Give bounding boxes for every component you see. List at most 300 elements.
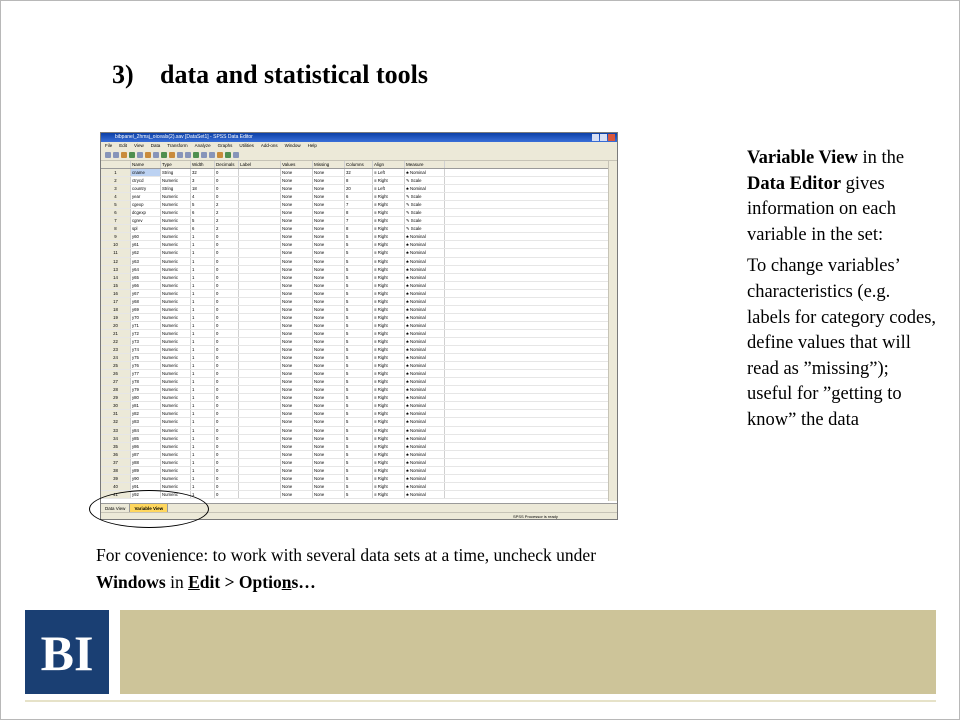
table-cell[interactable]: ♣ Nominal [405,241,445,248]
table-cell[interactable] [239,410,281,417]
table-cell[interactable]: y89 [131,467,161,474]
menu-view[interactable]: View [134,143,144,148]
column-header[interactable]: Decimals [215,161,239,168]
row-number[interactable]: 24 [101,354,131,361]
table-cell[interactable]: None [281,177,313,184]
table-cell[interactable]: ♣ Nominal [405,435,445,442]
table-cell[interactable] [239,193,281,200]
table-cell[interactable]: y68 [131,298,161,305]
table-cell[interactable]: None [281,443,313,450]
table-cell[interactable]: y88 [131,459,161,466]
table-cell[interactable]: None [281,266,313,273]
table-cell[interactable]: ≡ Right [373,322,405,329]
table-cell[interactable]: None [313,378,345,385]
table-cell[interactable]: None [313,451,345,458]
table-cell[interactable]: 0 [215,410,239,417]
row-number[interactable]: 30 [101,402,131,409]
row-number[interactable]: 4 [101,193,131,200]
table-cell[interactable]: Numeric [161,443,191,450]
row-number[interactable]: 23 [101,346,131,353]
table-cell[interactable]: ♣ Nominal [405,427,445,434]
table-cell[interactable]: None [313,314,345,321]
goto-case-icon[interactable] [153,152,159,158]
column-header[interactable]: Values [281,161,313,168]
table-cell[interactable]: 1 [191,249,215,256]
table-cell[interactable]: 5 [345,233,373,240]
table-cell[interactable]: 5 [345,330,373,337]
table-cell[interactable]: 5 [345,338,373,345]
table-cell[interactable]: ✎ Scale [405,201,445,208]
table-cell[interactable]: ♣ Nominal [405,249,445,256]
table-cell[interactable]: 1 [191,322,215,329]
row-number[interactable]: 17 [101,298,131,305]
table-cell[interactable]: None [313,241,345,248]
row-number[interactable]: 28 [101,386,131,393]
table-cell[interactable]: None [281,354,313,361]
table-cell[interactable] [239,483,281,490]
menu-addons[interactable]: Add-ons [260,143,278,148]
table-cell[interactable]: String [161,169,191,176]
table-cell[interactable]: Numeric [161,362,191,369]
table-cell[interactable]: ♣ Nominal [405,370,445,377]
table-cell[interactable]: None [281,233,313,240]
row-number[interactable]: 26 [101,370,131,377]
table-cell[interactable]: 5 [345,410,373,417]
table-cell[interactable]: Numeric [161,378,191,385]
table-cell[interactable]: ctrycd [131,177,161,184]
table-cell[interactable]: Numeric [161,241,191,248]
table-cell[interactable]: Numeric [161,330,191,337]
column-header[interactable]: Width [191,161,215,168]
table-cell[interactable]: 1 [191,418,215,425]
row-number[interactable]: 1 [101,169,131,176]
table-cell[interactable]: ♣ Nominal [405,282,445,289]
table-cell[interactable]: 5 [191,201,215,208]
table-cell[interactable] [239,451,281,458]
table-cell[interactable]: Numeric [161,435,191,442]
table-cell[interactable]: None [313,370,345,377]
table-cell[interactable]: 2 [215,209,239,216]
table-cell[interactable]: 6 [191,209,215,216]
table-cell[interactable]: 3 [191,177,215,184]
table-cell[interactable]: Numeric [161,233,191,240]
table-cell[interactable]: Numeric [161,201,191,208]
table-cell[interactable]: 0 [215,298,239,305]
table-cell[interactable] [239,201,281,208]
table-cell[interactable]: ≡ Left [373,169,405,176]
table-cell[interactable]: y72 [131,330,161,337]
row-number[interactable]: 29 [101,394,131,401]
table-cell[interactable]: ≡ Right [373,258,405,265]
table-cell[interactable]: Numeric [161,322,191,329]
table-cell[interactable]: ♣ Nominal [405,169,445,176]
table-cell[interactable]: ≡ Right [373,402,405,409]
table-cell[interactable]: 4 [191,193,215,200]
table-cell[interactable]: Numeric [161,274,191,281]
table-cell[interactable]: ≡ Right [373,290,405,297]
row-number[interactable]: 2 [101,177,131,184]
table-cell[interactable]: None [281,201,313,208]
table-cell[interactable] [239,402,281,409]
open-icon[interactable] [105,152,111,158]
table-cell[interactable] [239,290,281,297]
table-cell[interactable]: None [281,330,313,337]
table-cell[interactable]: None [313,491,345,498]
table-cell[interactable]: None [313,217,345,224]
table-cell[interactable]: y80 [131,394,161,401]
table-cell[interactable]: 5 [345,314,373,321]
table-cell[interactable]: 0 [215,346,239,353]
table-cell[interactable]: 0 [215,467,239,474]
table-cell[interactable]: 0 [215,322,239,329]
table-cell[interactable]: Numeric [161,314,191,321]
table-cell[interactable]: ≡ Right [373,338,405,345]
column-header[interactable] [101,161,131,168]
table-cell[interactable]: year [131,193,161,200]
table-cell[interactable]: None [313,193,345,200]
table-cell[interactable]: 8 [345,209,373,216]
table-cell[interactable] [239,475,281,482]
row-number[interactable]: 34 [101,435,131,442]
table-cell[interactable]: None [313,338,345,345]
table-cell[interactable]: ≡ Right [373,209,405,216]
table-cell[interactable]: None [313,443,345,450]
column-header[interactable]: Align [373,161,405,168]
table-cell[interactable]: ♣ Nominal [405,354,445,361]
table-cell[interactable] [239,322,281,329]
table-cell[interactable]: ♣ Nominal [405,185,445,192]
menu-help[interactable]: Help [307,143,317,148]
table-cell[interactable]: 32 [191,169,215,176]
table-cell[interactable]: y87 [131,451,161,458]
table-cell[interactable]: None [281,378,313,385]
table-cell[interactable]: 1 [191,402,215,409]
table-cell[interactable]: 1 [191,435,215,442]
table-cell[interactable]: 5 [345,241,373,248]
table-cell[interactable]: 1 [191,346,215,353]
column-header[interactable]: Columns [345,161,373,168]
table-cell[interactable]: y83 [131,418,161,425]
table-cell[interactable]: None [313,427,345,434]
value-labels-icon[interactable] [217,152,223,158]
table-cell[interactable]: None [313,185,345,192]
table-cell[interactable]: ♣ Nominal [405,491,445,498]
table-cell[interactable]: ♣ Nominal [405,330,445,337]
table-cell[interactable] [239,177,281,184]
table-cell[interactable]: y62 [131,249,161,256]
table-cell[interactable]: 5 [345,346,373,353]
row-number[interactable]: 13 [101,266,131,273]
table-cell[interactable]: 0 [215,491,239,498]
table-cell[interactable]: None [281,185,313,192]
table-cell[interactable]: 8 [345,177,373,184]
row-number[interactable]: 7 [101,217,131,224]
row-number[interactable]: 6 [101,209,131,216]
table-cell[interactable]: None [313,410,345,417]
row-number[interactable]: 37 [101,459,131,466]
row-number[interactable]: 16 [101,290,131,297]
table-cell[interactable]: None [281,386,313,393]
table-cell[interactable]: cgrev [131,217,161,224]
table-cell[interactable]: ≡ Right [373,362,405,369]
table-cell[interactable]: 1 [191,459,215,466]
table-cell[interactable]: None [281,362,313,369]
table-cell[interactable]: Numeric [161,483,191,490]
minimize-button[interactable] [592,134,599,141]
table-cell[interactable] [239,386,281,393]
table-cell[interactable]: ≡ Right [373,193,405,200]
table-cell[interactable]: 7 [345,201,373,208]
table-cell[interactable]: cname [131,169,161,176]
table-cell[interactable]: ≡ Right [373,483,405,490]
table-cell[interactable] [239,298,281,305]
menu-data[interactable]: Data [150,143,161,148]
table-cell[interactable]: 1 [191,394,215,401]
table-cell[interactable]: None [313,177,345,184]
table-cell[interactable]: Numeric [161,290,191,297]
row-number[interactable]: 11 [101,249,131,256]
table-cell[interactable]: None [281,370,313,377]
table-cell[interactable]: None [313,225,345,232]
table-cell[interactable]: 8 [345,225,373,232]
row-number[interactable]: 38 [101,467,131,474]
menu-graphs[interactable]: Graphs [217,143,233,148]
table-cell[interactable]: ♣ Nominal [405,266,445,273]
table-cell[interactable]: 1 [191,338,215,345]
table-cell[interactable]: 1 [191,290,215,297]
table-cell[interactable]: None [281,306,313,313]
table-cell[interactable]: ♣ Nominal [405,362,445,369]
table-cell[interactable] [239,274,281,281]
table-cell[interactable]: None [281,402,313,409]
table-cell[interactable]: y74 [131,346,161,353]
table-cell[interactable]: 0 [215,330,239,337]
table-cell[interactable]: None [313,354,345,361]
table-cell[interactable]: 0 [215,378,239,385]
table-cell[interactable]: None [281,491,313,498]
table-cell[interactable]: 5 [345,298,373,305]
table-cell[interactable]: y66 [131,282,161,289]
table-cell[interactable]: Numeric [161,258,191,265]
table-cell[interactable]: 5 [191,217,215,224]
row-number[interactable]: 32 [101,418,131,425]
save-icon[interactable] [113,152,119,158]
table-cell[interactable]: 1 [191,491,215,498]
table-cell[interactable]: 5 [345,354,373,361]
table-cell[interactable]: ≡ Right [373,282,405,289]
table-cell[interactable]: ≡ Right [373,217,405,224]
table-cell[interactable]: None [313,386,345,393]
table-cell[interactable]: Numeric [161,225,191,232]
table-cell[interactable]: Numeric [161,298,191,305]
row-number[interactable]: 21 [101,330,131,337]
table-cell[interactable]: None [313,274,345,281]
table-cell[interactable]: None [313,290,345,297]
table-cell[interactable]: None [313,201,345,208]
table-cell[interactable]: 0 [215,249,239,256]
table-cell[interactable]: Numeric [161,418,191,425]
table-cell[interactable]: None [281,225,313,232]
table-cell[interactable]: ✎ Scale [405,209,445,216]
table-cell[interactable]: Numeric [161,354,191,361]
column-header[interactable]: Name [131,161,161,168]
table-cell[interactable]: 5 [345,483,373,490]
table-cell[interactable]: 1 [191,362,215,369]
row-number[interactable]: 9 [101,233,131,240]
table-cell[interactable] [239,443,281,450]
tab-variable-view[interactable]: Variable View [130,504,168,513]
close-button[interactable] [608,134,615,141]
table-cell[interactable]: 1 [191,410,215,417]
table-cell[interactable]: None [313,258,345,265]
table-cell[interactable]: 6 [345,193,373,200]
table-cell[interactable]: 5 [345,491,373,498]
table-cell[interactable] [239,346,281,353]
tab-data-view[interactable]: Data View [101,504,130,513]
table-cell[interactable]: 5 [345,435,373,442]
table-cell[interactable] [239,435,281,442]
table-cell[interactable]: None [313,346,345,353]
table-cell[interactable] [239,314,281,321]
table-cell[interactable]: ≡ Right [373,346,405,353]
table-cell[interactable] [239,306,281,313]
table-cell[interactable]: None [281,217,313,224]
table-cell[interactable]: ✎ Scale [405,217,445,224]
table-cell[interactable] [239,330,281,337]
table-cell[interactable]: 1 [191,233,215,240]
table-cell[interactable]: 5 [345,427,373,434]
table-cell[interactable] [239,370,281,377]
table-cell[interactable]: 6 [191,225,215,232]
table-cell[interactable]: ♣ Nominal [405,418,445,425]
table-cell[interactable]: ≡ Right [373,418,405,425]
table-cell[interactable]: 0 [215,290,239,297]
table-cell[interactable]: ♣ Nominal [405,322,445,329]
table-cell[interactable]: 5 [345,282,373,289]
table-cell[interactable]: 5 [345,322,373,329]
table-cell[interactable]: None [313,467,345,474]
table-cell[interactable]: Numeric [161,217,191,224]
table-cell[interactable]: y63 [131,258,161,265]
table-cell[interactable]: None [313,209,345,216]
table-cell[interactable]: Numeric [161,282,191,289]
table-cell[interactable]: 0 [215,483,239,490]
table-cell[interactable]: 20 [345,185,373,192]
menu-transform[interactable]: Transform [167,143,188,148]
table-cell[interactable]: 1 [191,266,215,273]
table-cell[interactable]: 0 [215,169,239,176]
table-cell[interactable]: String [161,185,191,192]
table-cell[interactable] [239,169,281,176]
table-cell[interactable] [239,225,281,232]
variables-icon[interactable] [161,152,167,158]
table-cell[interactable]: 5 [345,418,373,425]
table-cell[interactable]: ≡ Right [373,370,405,377]
table-cell[interactable]: y65 [131,274,161,281]
row-number[interactable]: 5 [101,201,131,208]
table-cell[interactable]: None [313,435,345,442]
table-cell[interactable]: 0 [215,185,239,192]
redo-icon[interactable] [145,152,151,158]
table-cell[interactable]: 2 [215,201,239,208]
table-cell[interactable]: 5 [345,362,373,369]
table-cell[interactable]: ≡ Right [373,241,405,248]
table-cell[interactable]: None [281,427,313,434]
table-cell[interactable] [239,282,281,289]
table-cell[interactable]: ≡ Right [373,314,405,321]
table-cell[interactable]: 1 [191,306,215,313]
table-cell[interactable]: None [281,249,313,256]
table-cell[interactable]: ≡ Right [373,177,405,184]
table-cell[interactable]: 0 [215,354,239,361]
table-cell[interactable]: ≡ Right [373,274,405,281]
table-cell[interactable]: y79 [131,386,161,393]
table-cell[interactable]: ≡ Right [373,459,405,466]
table-cell[interactable]: 1 [191,314,215,321]
table-cell[interactable]: 5 [345,475,373,482]
table-cell[interactable]: ♣ Nominal [405,378,445,385]
table-cell[interactable]: y73 [131,338,161,345]
table-cell[interactable]: y81 [131,402,161,409]
table-cell[interactable]: ♣ Nominal [405,443,445,450]
row-number[interactable]: 39 [101,475,131,482]
row-number[interactable]: 27 [101,378,131,385]
table-cell[interactable]: ≡ Right [373,225,405,232]
table-cell[interactable]: Numeric [161,266,191,273]
row-number[interactable]: 15 [101,282,131,289]
table-cell[interactable]: None [281,475,313,482]
table-cell[interactable]: ≡ Right [373,354,405,361]
table-cell[interactable]: ≡ Right [373,451,405,458]
table-cell[interactable]: country [131,185,161,192]
table-cell[interactable]: 5 [345,249,373,256]
vertical-scrollbar[interactable] [608,161,617,501]
menu-file[interactable]: File [105,143,113,148]
table-cell[interactable]: None [313,249,345,256]
table-cell[interactable]: 0 [215,177,239,184]
table-cell[interactable]: 1 [191,241,215,248]
table-cell[interactable]: dcgexp [131,209,161,216]
table-cell[interactable]: cgexp [131,201,161,208]
row-number[interactable]: 31 [101,410,131,417]
table-cell[interactable]: ♣ Nominal [405,467,445,474]
table-cell[interactable]: Numeric [161,410,191,417]
use-sets-icon[interactable] [225,152,231,158]
table-cell[interactable]: 0 [215,402,239,409]
table-cell[interactable]: ≡ Right [373,443,405,450]
table-cell[interactable]: ♣ Nominal [405,274,445,281]
table-cell[interactable]: None [281,435,313,442]
print-icon[interactable] [121,152,127,158]
table-cell[interactable]: None [281,241,313,248]
table-cell[interactable]: 1 [191,274,215,281]
table-cell[interactable]: None [281,298,313,305]
table-cell[interactable]: Numeric [161,451,191,458]
table-cell[interactable]: ✎ Scale [405,177,445,184]
row-number[interactable]: 8 [101,225,131,232]
table-cell[interactable]: 0 [215,459,239,466]
table-cell[interactable]: None [281,410,313,417]
table-cell[interactable]: Numeric [161,467,191,474]
table-cell[interactable]: y64 [131,266,161,273]
table-cell[interactable]: 5 [345,402,373,409]
table-cell[interactable]: Numeric [161,475,191,482]
menu-edit[interactable]: Edit [119,143,128,148]
table-cell[interactable]: spl [131,225,161,232]
table-cell[interactable]: None [313,362,345,369]
table-cell[interactable]: 5 [345,378,373,385]
table-cell[interactable]: 1 [191,354,215,361]
